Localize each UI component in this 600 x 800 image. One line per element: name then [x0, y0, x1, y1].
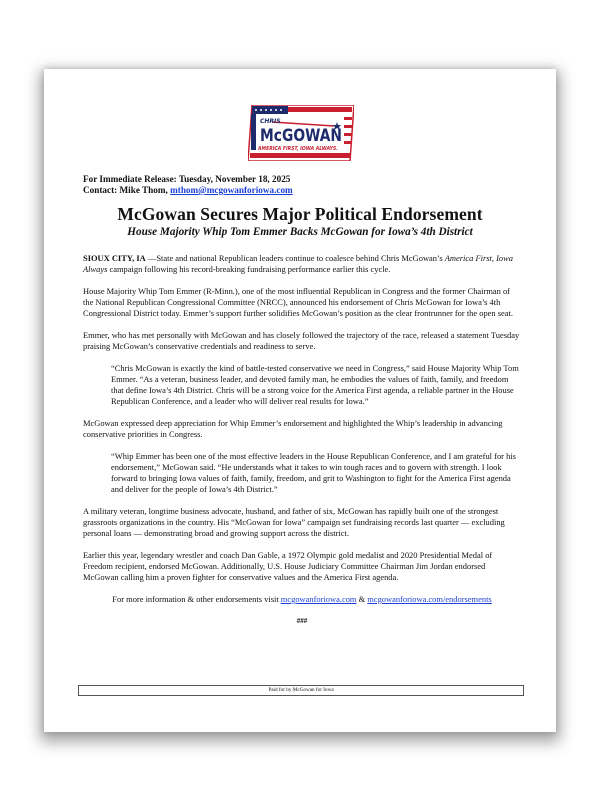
paragraph-endorsement: House Majority Whip Tom Emmer (R-Minn.), one of the most influential Republican in Congress and the former Chairman of the National Republican Congressional Committee (NRCC), announced his endorsement of Chris McGowan for Iowa’s 4th Congressional District today. Emmer’s support further solidifies McGowan’s position as the clear frontrunner for the open seat.: [83, 286, 513, 318]
contact-label: Contact: Mike Thom,: [83, 185, 171, 195]
release-date: For Immediate Release: Tuesday, November 18, 2025: [83, 174, 291, 184]
end-mark: ###: [296, 617, 308, 625]
release-meta: [83, 174, 293, 196]
more-info-line: [83, 594, 521, 605]
contact-line: [83, 185, 293, 196]
dateline: SIOUX CITY, IA: [83, 253, 146, 263]
website-link[interactable]: mcgowanforiowa.com: [280, 594, 357, 604]
endorsements-link[interactable]: mcgowanforiowa.com/endorsements: [367, 594, 492, 604]
paragraph-appreciation: McGowan expressed deep appreciation for Whip Emmer’s endorsement and highlighted the Whip’s leadership in advancing conservative priorities in Congress.: [83, 418, 503, 439]
logo-name: McGOWAN: [260, 126, 342, 146]
paid-for-disclaimer: Paid for by McGowan for Iowa: [78, 685, 524, 696]
paragraph-other-endorsements: Earlier this year, legendary wrestler and coach Dan Gable, a 1972 Olympic gold medalist and 2020 Presidential Medal of Freedom recipient, endorsed McGowan. Additionally, U.S. House Judiciary Committee Chairman Jim Jordan endorsed McGowan calling him a proven fighter for conservative values and the America First agenda.: [83, 550, 493, 582]
press-release-page: [44, 69, 556, 732]
campaign-slogan: America First, Iowa Always: [83, 253, 513, 274]
more-info-text: For more information & other endorsements visit: [112, 594, 281, 604]
paragraph-bio: A military veteran, longtime business advocate, husband, and father of six, McGowan has rapidly built one of the strongest grassroots organizations in the country. His “McGowan for Iowa” campaign set fundraising records last quarter — excluding personal loans — demonstrating broad and growing support across the district.: [83, 506, 505, 538]
ampersand: &: [356, 594, 368, 604]
paragraph-statement: Emmer, who has met personally with McGowan and has closely followed the trajectory of the race, released a statement Tuesday praising McGowan’s conservative credentials and readiness to serve.: [83, 330, 520, 351]
logo-tagline: AMERICA FIRST, IOWA ALWAYS.: [257, 146, 338, 152]
contact-email-link[interactable]: mthom@mcgowanforiowa.com: [170, 185, 293, 195]
subheadline: House Majority Whip Tom Emmer Backs McGowan for Iowa’s 4th District: [127, 226, 473, 238]
quote-mcgowan: “Whip Emmer has been one of the most effective leaders in the House Republican Conference, and I am grateful for his endorsement,” McGowan said. “He understands what it takes to win tough races and to govern with strength. I look forward to bringing Iowa values of faith, family, freedom, and grit to Washington to fight for the America First agenda and deliver for the people of Iowa’s 4th District.”: [111, 451, 516, 494]
quote-emmer: “Chris McGowan is exactly the kind of battle-tested conservative we need in Congress,” said House Majority Whip Tom Emmer. “As a veteran, business leader, and devoted family man, he embodies the values of faith, family, and freedom that define Iowa’s 4th District. Chris will be a strong voice for the America First agenda, a reliable partner in the House Republican Conference, and a leader who will deliver real results for Iowa.”: [111, 363, 519, 406]
intro-text-b: campaign following his record-breaking fundraising performance earlier this cycle.: [107, 264, 391, 274]
paragraph-intro: [83, 253, 521, 275]
headline: McGowan Secures Major Political Endorsement: [117, 204, 483, 224]
release-body: [83, 253, 521, 631]
intro-text-a: —State and national Republican leaders continue to coalesce behind Chris McGowan’s: [145, 253, 445, 263]
logo-top-text: CHRIS: [260, 118, 281, 125]
campaign-logo: [248, 105, 354, 161]
